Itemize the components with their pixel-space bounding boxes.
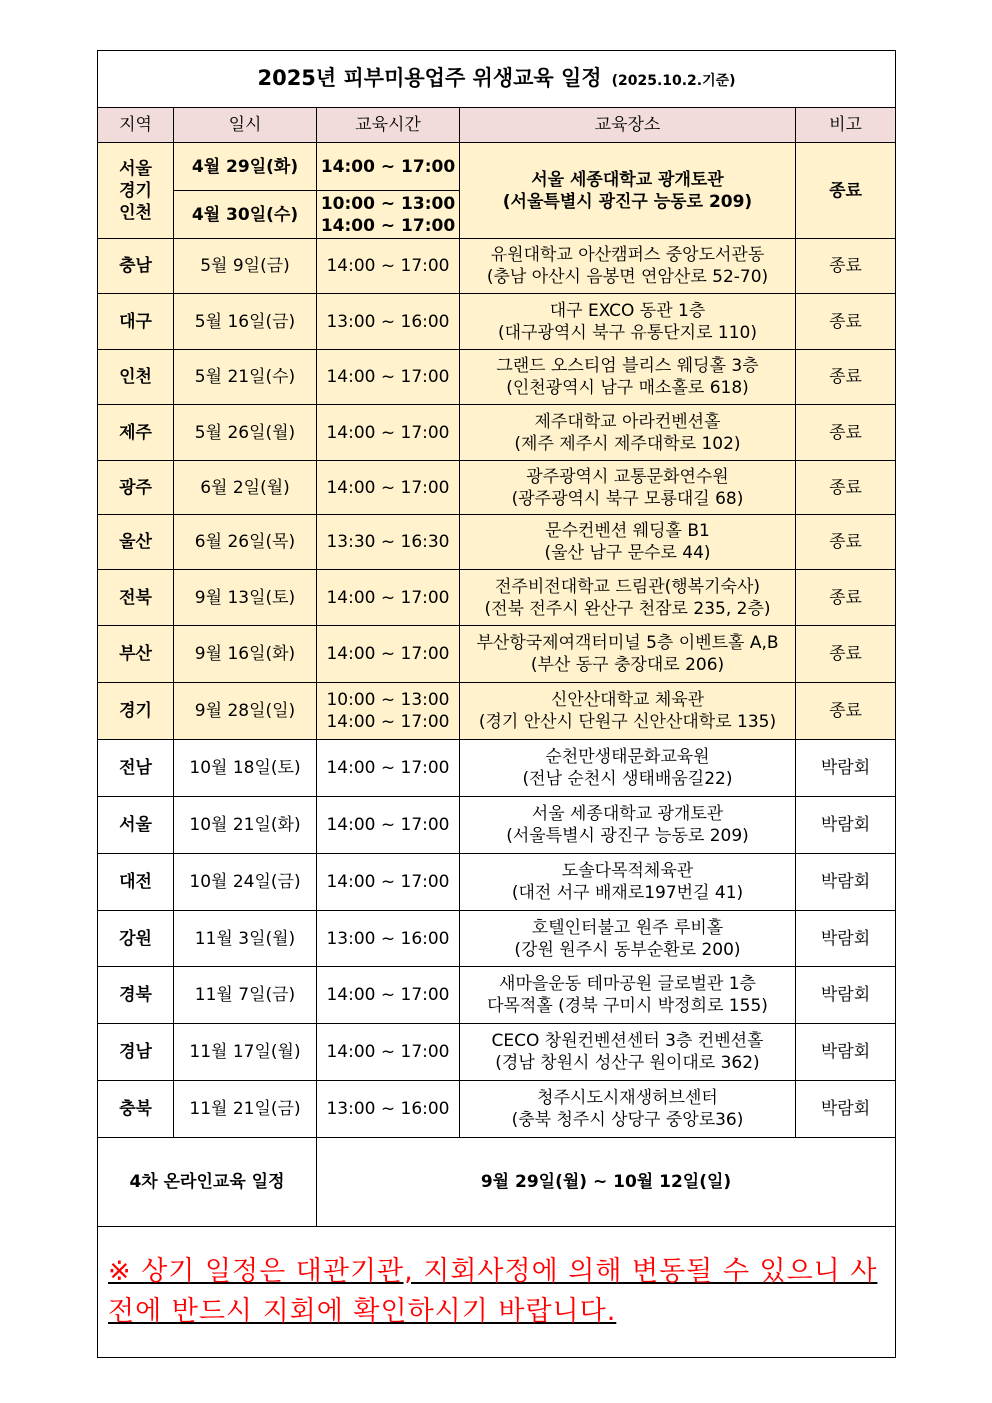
table-row <box>98 239 896 294</box>
place-line: 문수컨벤션 웨딩홀 B1 <box>545 521 710 541</box>
place-line: 그랜드 오스티엄 블리스 웨딩홀 3층 <box>496 356 759 376</box>
time-line: 14:00 ~ 17:00 <box>326 367 450 387</box>
date-cell: 11월 3일(월) <box>174 911 317 967</box>
place-cell <box>460 854 796 911</box>
table-row <box>98 143 896 191</box>
date-cell: 9월 16일(화) <box>174 626 317 683</box>
place-line: 순천만생태문화교육원 <box>545 747 710 767</box>
region-line: 인천 <box>119 202 152 223</box>
header-date: 일시 <box>174 108 317 143</box>
table-row <box>98 294 896 350</box>
time-line: 14:00 ~ 17:00 <box>326 644 450 664</box>
place-cell <box>460 911 796 967</box>
time-line: 13:00 ~ 16:00 <box>326 311 450 332</box>
region-cell: 인천 <box>98 350 174 405</box>
region-cell: 전북 <box>98 570 174 626</box>
time-cell <box>317 854 460 911</box>
note-cell: 종료 <box>796 570 896 626</box>
place-line: (대전 서구 배재로197번길 41) <box>511 883 744 903</box>
place-line: 유원대학교 아산캠퍼스 중앙도서관동 <box>490 245 765 265</box>
note-cell: 종료 <box>796 350 896 405</box>
table-row <box>98 683 896 740</box>
date-cell: 5월 9일(금) <box>174 239 317 294</box>
region-cell: 충북 <box>98 1081 174 1138</box>
place-line: (광주광역시 북구 모룡대길 68) <box>511 488 744 509</box>
time-line: 14:00 ~ 17:00 <box>326 758 450 778</box>
region-cell: 강원 <box>98 911 174 967</box>
header-time: 교육시간 <box>317 108 460 143</box>
region-cell: 제주 <box>98 405 174 461</box>
place-cell <box>460 405 796 461</box>
title-cell <box>98 51 896 108</box>
time-cell <box>317 461 460 515</box>
place-line: 새마을운동 테마공원 글로벌관 1층 <box>499 974 756 994</box>
place-line: 신안산대학교 체육관 <box>550 690 705 710</box>
header-row <box>98 108 896 143</box>
date-cell: 10월 18일(토) <box>174 740 317 797</box>
table-row <box>98 626 896 683</box>
place-line: 대구 EXCO 동관 1층 <box>549 300 706 321</box>
place-cell <box>460 239 796 294</box>
place-line: 도솔다목적체육관 <box>561 861 694 881</box>
date-cell: 9월 28일(일) <box>174 683 317 740</box>
time-cell <box>317 911 460 967</box>
region-cell <box>98 143 174 239</box>
region-cell: 충남 <box>98 239 174 294</box>
place-line: 전주비전대학교 드림관(행복기숙사) <box>495 576 760 597</box>
time-line: 14:00 ~ 17:00 <box>326 872 450 892</box>
place-line: 청주시도시재생허브센터 <box>537 1088 718 1108</box>
region-cell: 경남 <box>98 1024 174 1081</box>
notice-row <box>98 1227 896 1358</box>
online-label: 4차 온라인교육 일정 <box>98 1138 317 1227</box>
place-cell <box>460 570 796 626</box>
date-cell: 4월 29일(화) <box>174 143 317 191</box>
table-row <box>98 854 896 911</box>
note-cell: 종료 <box>796 683 896 740</box>
time-line: 14:00 ~ 17:00 <box>320 215 456 236</box>
place-line: (경기 안산시 단원구 신안산대학로 135) <box>478 712 777 732</box>
note-cell: 종료 <box>796 405 896 461</box>
place-line: (대구광역시 북구 유통단지로 110) <box>498 322 757 343</box>
header-region: 지역 <box>98 108 174 143</box>
note-cell: 종료 <box>796 461 896 515</box>
place-cell <box>460 1024 796 1081</box>
table-row <box>98 797 896 854</box>
place-cell <box>460 1081 796 1138</box>
header-note: 비고 <box>796 108 896 143</box>
place-line: (경남 창원시 성산구 원이대로 362) <box>495 1053 760 1073</box>
time-cell <box>317 1024 460 1081</box>
note-cell: 박람회 <box>796 911 896 967</box>
note-cell: 박람회 <box>796 967 896 1024</box>
time-cell <box>317 1081 460 1138</box>
place-line: 다목적홀 (경북 구미시 박정희로 155) <box>487 996 768 1016</box>
time-cell <box>317 350 460 405</box>
time-line: 14:00 ~ 17:00 <box>326 1042 450 1062</box>
place-line: (부산 동구 충장대로 206) <box>530 655 725 675</box>
time-line: 14:00 ~ 17:00 <box>326 712 450 732</box>
region-line: 경기 <box>119 180 152 201</box>
date-cell: 11월 7일(금) <box>174 967 317 1024</box>
time-cell <box>317 967 460 1024</box>
region-cell: 경북 <box>98 967 174 1024</box>
date-cell: 5월 26일(월) <box>174 405 317 461</box>
note-cell: 종료 <box>796 515 896 570</box>
time-line: 14:00 ~ 17:00 <box>326 422 450 443</box>
page-title: 2025년 피부미용업주 위생교육 일정 <box>257 65 602 90</box>
place-line: 제주대학교 아라컨벤션홀 <box>534 411 721 432</box>
place-line: (인천광역시 남구 매소홀로 618) <box>506 378 749 398</box>
time-line: 13:00 ~ 16:00 <box>326 928 450 949</box>
note-cell: 종료 <box>796 143 896 239</box>
note-cell: 박람회 <box>796 797 896 854</box>
header-place: 교육장소 <box>460 108 796 143</box>
table-row <box>98 461 896 515</box>
note-cell: 박람회 <box>796 1024 896 1081</box>
time-line: 14:00 ~ 17:00 <box>326 256 450 276</box>
date-cell: 6월 26일(목) <box>174 515 317 570</box>
time-line: 14:00 ~ 17:00 <box>326 815 450 835</box>
place-cell <box>460 967 796 1024</box>
time-cell <box>317 683 460 740</box>
time-line: 13:30 ~ 16:30 <box>326 532 450 552</box>
date-cell: 5월 16일(금) <box>174 294 317 350</box>
table-row <box>98 570 896 626</box>
place-cell <box>460 683 796 740</box>
place-cell <box>460 797 796 854</box>
time-line: 14:00 ~ 17:00 <box>326 477 450 498</box>
region-cell: 전남 <box>98 740 174 797</box>
title-date-note: (2025.10.2.기준) <box>611 72 736 89</box>
note-cell: 종료 <box>796 626 896 683</box>
date-cell: 6월 2일(월) <box>174 461 317 515</box>
note-cell: 종료 <box>796 294 896 350</box>
date-cell: 9월 13일(토) <box>174 570 317 626</box>
region-line: 서울 <box>119 158 152 179</box>
place-line: (강원 원주시 동부순환로 200) <box>514 939 741 960</box>
table-row <box>98 515 896 570</box>
place-cell <box>460 740 796 797</box>
date-cell: 5월 21일(수) <box>174 350 317 405</box>
date-cell: 10월 24일(금) <box>174 854 317 911</box>
time-line: 10:00 ~ 13:00 <box>326 690 450 710</box>
date-cell: 11월 17일(월) <box>174 1024 317 1081</box>
table-row <box>98 967 896 1024</box>
region-cell: 서울 <box>98 797 174 854</box>
place-line: CECO 창원컨벤션센터 3층 컨벤션홀 <box>491 1031 764 1051</box>
place-line: 서울 세종대학교 광개토관 <box>531 804 724 824</box>
time-line: 13:00 ~ 16:00 <box>326 1099 450 1119</box>
place-line: 호텔인터불고 원주 루비홀 <box>531 917 724 938</box>
table-row <box>98 1024 896 1081</box>
region-cell: 부산 <box>98 626 174 683</box>
note-cell: 종료 <box>796 239 896 294</box>
place-address: (서울특별시 광진구 능동로 209) <box>502 191 753 212</box>
time-cell <box>317 294 460 350</box>
place-line: (충남 아산시 음봉면 연암산로 52-70) <box>486 267 769 287</box>
time-cell <box>317 405 460 461</box>
table-row <box>98 1081 896 1138</box>
date-cell: 11월 21일(금) <box>174 1081 317 1138</box>
notice-cell <box>98 1227 896 1358</box>
time-cell <box>317 239 460 294</box>
table-row <box>98 405 896 461</box>
time-line: 10:00 ~ 13:00 <box>320 193 456 214</box>
place-cell <box>460 515 796 570</box>
time-line: 14:00 ~ 17:00 <box>326 587 450 608</box>
time-cell <box>317 626 460 683</box>
note-cell: 박람회 <box>796 1081 896 1138</box>
time-cell <box>317 191 460 239</box>
time-cell: 14:00 ~ 17:00 <box>317 143 460 191</box>
notice-text: ※ 상기 일정은 대관기관, 지회사정에 의해 변동될 수 있으니 사전에 반드시 지회에 확인하시기 바랍니다. <box>108 1256 878 1327</box>
online-period: 9월 29일(월) ~ 10월 12일(일) <box>317 1138 896 1227</box>
place-line: (서울특별시 광진구 능동로 209) <box>506 826 749 846</box>
time-cell <box>317 797 460 854</box>
place-line: (전북 전주시 완산구 천잠로 235, 2층) <box>484 598 771 619</box>
place-line: (울산 남구 문수로 44) <box>544 543 711 563</box>
region-cell: 대전 <box>98 854 174 911</box>
region-cell: 광주 <box>98 461 174 515</box>
place-cell <box>460 350 796 405</box>
place-cell <box>460 626 796 683</box>
region-cell: 경기 <box>98 683 174 740</box>
table-row <box>98 911 896 967</box>
place-cell <box>460 294 796 350</box>
place-cell <box>460 143 796 239</box>
place-line: 광주광역시 교통문화연수원 <box>526 466 729 487</box>
time-line: 14:00 ~ 17:00 <box>326 985 450 1005</box>
table-row <box>98 350 896 405</box>
place-line: (제주 제주시 제주대학로 102) <box>514 433 741 454</box>
time-cell <box>317 740 460 797</box>
time-cell <box>317 515 460 570</box>
online-schedule-row <box>98 1138 896 1227</box>
time-cell <box>317 570 460 626</box>
place-cell <box>460 461 796 515</box>
note-cell: 박람회 <box>796 854 896 911</box>
place-line: (충북 청주시 상당구 중앙로36) <box>511 1110 744 1130</box>
note-cell: 박람회 <box>796 740 896 797</box>
place-line: 부산항국제여객터미널 5층 이벤트홀 A,B <box>476 633 779 653</box>
table-row <box>98 740 896 797</box>
region-cell: 대구 <box>98 294 174 350</box>
education-schedule-table <box>97 50 896 1358</box>
date-cell: 4월 30일(수) <box>174 191 317 239</box>
place-line: (전남 순천시 생태배움길22) <box>522 769 733 789</box>
region-cell: 울산 <box>98 515 174 570</box>
place-name: 서울 세종대학교 광개토관 <box>531 169 724 190</box>
date-cell: 10월 21일(화) <box>174 797 317 854</box>
